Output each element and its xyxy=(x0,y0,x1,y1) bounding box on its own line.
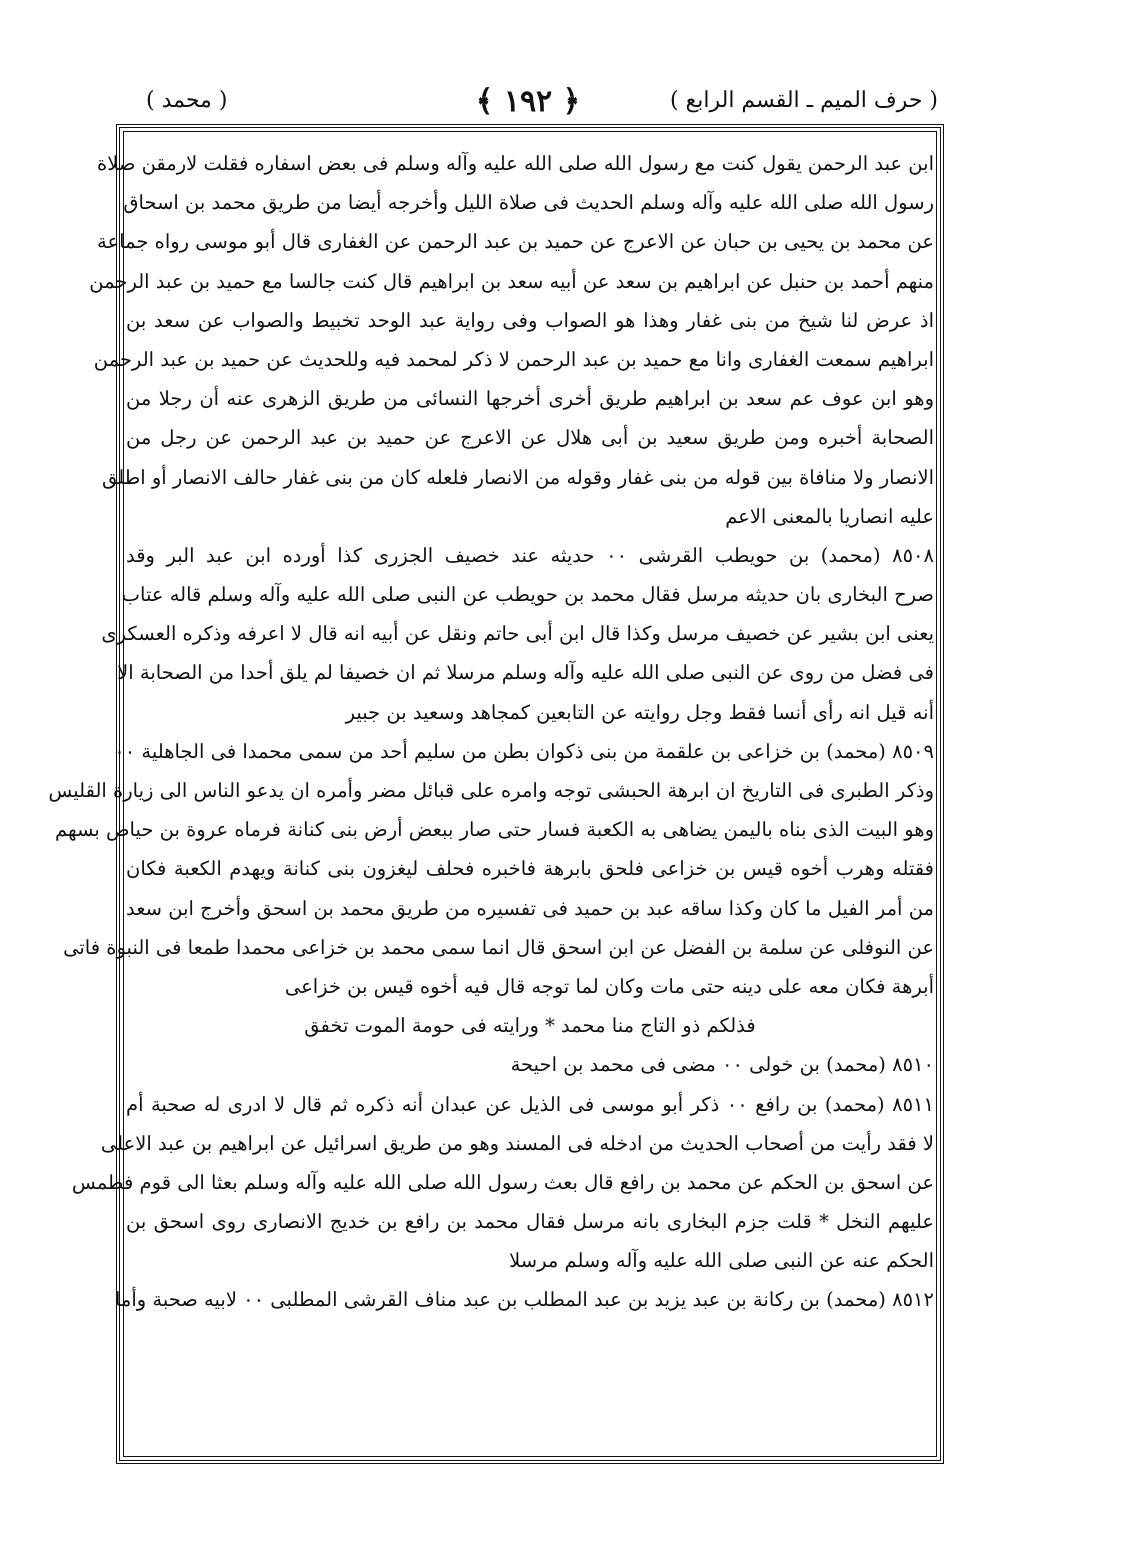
text-line: عن النوفلى عن سلمة بن الفضل عن ابن اسحق قال انما سمى محمد بن خزاعى محمدا طمعا فى النبوة فاتى xyxy=(63,935,934,959)
text-line: أبرهة فكان معه على دينه حتى مات وكان لما توجه قال فيه أخوه قيس بن خزاعى xyxy=(284,974,934,998)
text-line: صرح البخارى بان حديثه مرسل فقال محمد بن حويطب عن النبى صلى الله عليه وآله وسلم قاله عتاب xyxy=(121,583,934,607)
text-line: عليه انصاريا بالمعنى الاعم xyxy=(725,504,934,528)
entry-8509: ٨٥٠٩ (محمد) بن خزاعى بن علقمة من بنى ذكوان بطن من سليم أحد من سمى محمدا فى الجاهلية ٠٠ xyxy=(114,739,934,763)
text-line: الحكم عنه عن النبى صلى الله عليه وآله وسلم مرسلا xyxy=(509,1249,934,1273)
text-line: لا فقد رأيت من أصحاب الحديث من ادخله فى المسند وهو من طريق اسرائيل عن ابراهيم بن عبد الاعلى xyxy=(100,1131,934,1155)
entry-8508: ٨٥٠٨ (محمد) بن حويطب القرشى ٠٠ حديثه عند خصيف الجزرى كذا أورده ابن عبد البر وقد xyxy=(126,543,934,567)
text-line: وذكر الطبرى فى التاريخ ان ابرهة الحبشى توجه وامره على قبائل مضر وأمره ان يدعو الناس الى زيارة القليس xyxy=(48,779,934,802)
text-line: منهم أحمد بن حنبل عن ابراهيم بن سعد عن أبيه سعد بن ابراهيم قال كنت جالسا مع حميد بن عبد الرحمن xyxy=(89,269,934,293)
text-line: فقتله وهرب أخوه قيس بن خزاعى فلحق بابرهة فاخبره فحلف ليغزون بنى كنانة ويهدم الكعبة فكان xyxy=(126,857,934,881)
text-line: عن محمد بن يحيى بن حبان عن الاعرج عن حميد بن عبد الرحمن عن الغفارى قال أبو موسى رواه جماعة xyxy=(97,230,934,254)
page-header xyxy=(118,84,938,124)
page-number: ﴿ ١٩٢ ﴾ xyxy=(475,84,581,119)
entry-8511: ٨٥١١ (محمد) بن رافع ٠٠ ذكر أبو موسى فى الذيل عن عبدان أنه ذكره ثم قال لا ادرى له صحبة أم xyxy=(126,1092,934,1116)
text-line: الصحابة أخبره ومن طريق سعيد بن أبى هلال عن الاعرج عن حميد بن عبد الرحمن عن رجل من xyxy=(126,426,934,450)
text-line: عن اسحق بن الحكم عن محمد بن رافع قال بعث رسول الله صلى الله عليه وآله وسلم بعثا الى قوم فطمس xyxy=(71,1170,934,1194)
text-line: من أمر الفيل ما كان وكذا ساقه عبد بن حميد فى تفسيره من طريق محمد بن اسحق وأخرج ابن سعد xyxy=(126,896,934,920)
text-line: يعنى ابن بشير عن خصيف مرسل وكذا قال ابن أبى حاتم ونقل عن أبيه انه قال لا اعرفه وذكره العسكرى xyxy=(101,622,934,646)
text-line: ابراهيم سمعت الغفارى وانا مع حميد بن عبد الرحمن لا ذكر لمحمد فيه وللحديث عن حميد بن عبد الرحمن xyxy=(93,347,934,371)
chapter-title: ( حرف الميم ـ القسم الرابع ) xyxy=(669,88,938,113)
text-body xyxy=(48,144,934,1320)
text-line: اذ عرض لنا شيخ من بنى غفار وهذا هو الصواب وفى رواية عبد الوحد تخبيط والصواب عن سعد بن xyxy=(126,308,934,332)
text-line: ابن عبد الرحمن يقول كنت مع رسول الله صلى الله عليه وآله وسلم فى بعض اسفاره فقلت لارمقن صلاة xyxy=(96,152,934,175)
text-line: عليهم النخل * قلت جزم البخارى بانه مرسل فقال محمد بن رافع بن خديج الانصارى روى اسحق بن xyxy=(126,1210,934,1234)
entry-8510: ٨٥١٠ (محمد) بن خولى ٠٠ مضى فى محمد بن احيحة xyxy=(510,1053,934,1077)
entry-8512: ٨٥١٢ (محمد) بن ركانة بن عبد يزيد بن عبد المطلب بن عبد مناف القرشى المطلبى ٠٠ لابيه صحبة وأما xyxy=(114,1288,934,1312)
text-line: الانصار ولا منافاة بين قوله من بنى غفار وقوله من الانصار فلعله كان من بنى غفار حالف الانصار أو اطلق xyxy=(101,465,934,489)
entry-name: ( محمد ) xyxy=(146,88,228,113)
text-line: رسول الله صلى الله عليه وآله وسلم الحديث فى صلاة الليل وأخرجه أيضا من طريق محمد بن اسحاق xyxy=(123,191,934,215)
text-line: أنه قيل انه رأى أنسا فقط وجل روايته عن التابعين كمجاهد وسعيد بن جبير xyxy=(345,700,934,724)
text-line: فى فضل من روى عن النبى صلى الله عليه وآله وسلم مرسلا ثم ان خصيفا لم يلق أحدا من الصحابة الا xyxy=(117,661,934,685)
poetry-verse: فذلكم ذو التاج منا محمد * ورايته فى حومة الموت تخفق xyxy=(304,1014,756,1038)
text-line: وهو ابن عوف عم سعد بن ابراهيم طريق أخرى أخرجها النسائى من طريق الزهرى عنه أن رجلا من xyxy=(126,387,934,411)
text-line: وهو البيت الذى بناه باليمن يضاهى به الكعبة فسار حتى صار ببعض أرض بنى كنانة فرماه عروة بن حياص بسهم xyxy=(54,818,934,842)
